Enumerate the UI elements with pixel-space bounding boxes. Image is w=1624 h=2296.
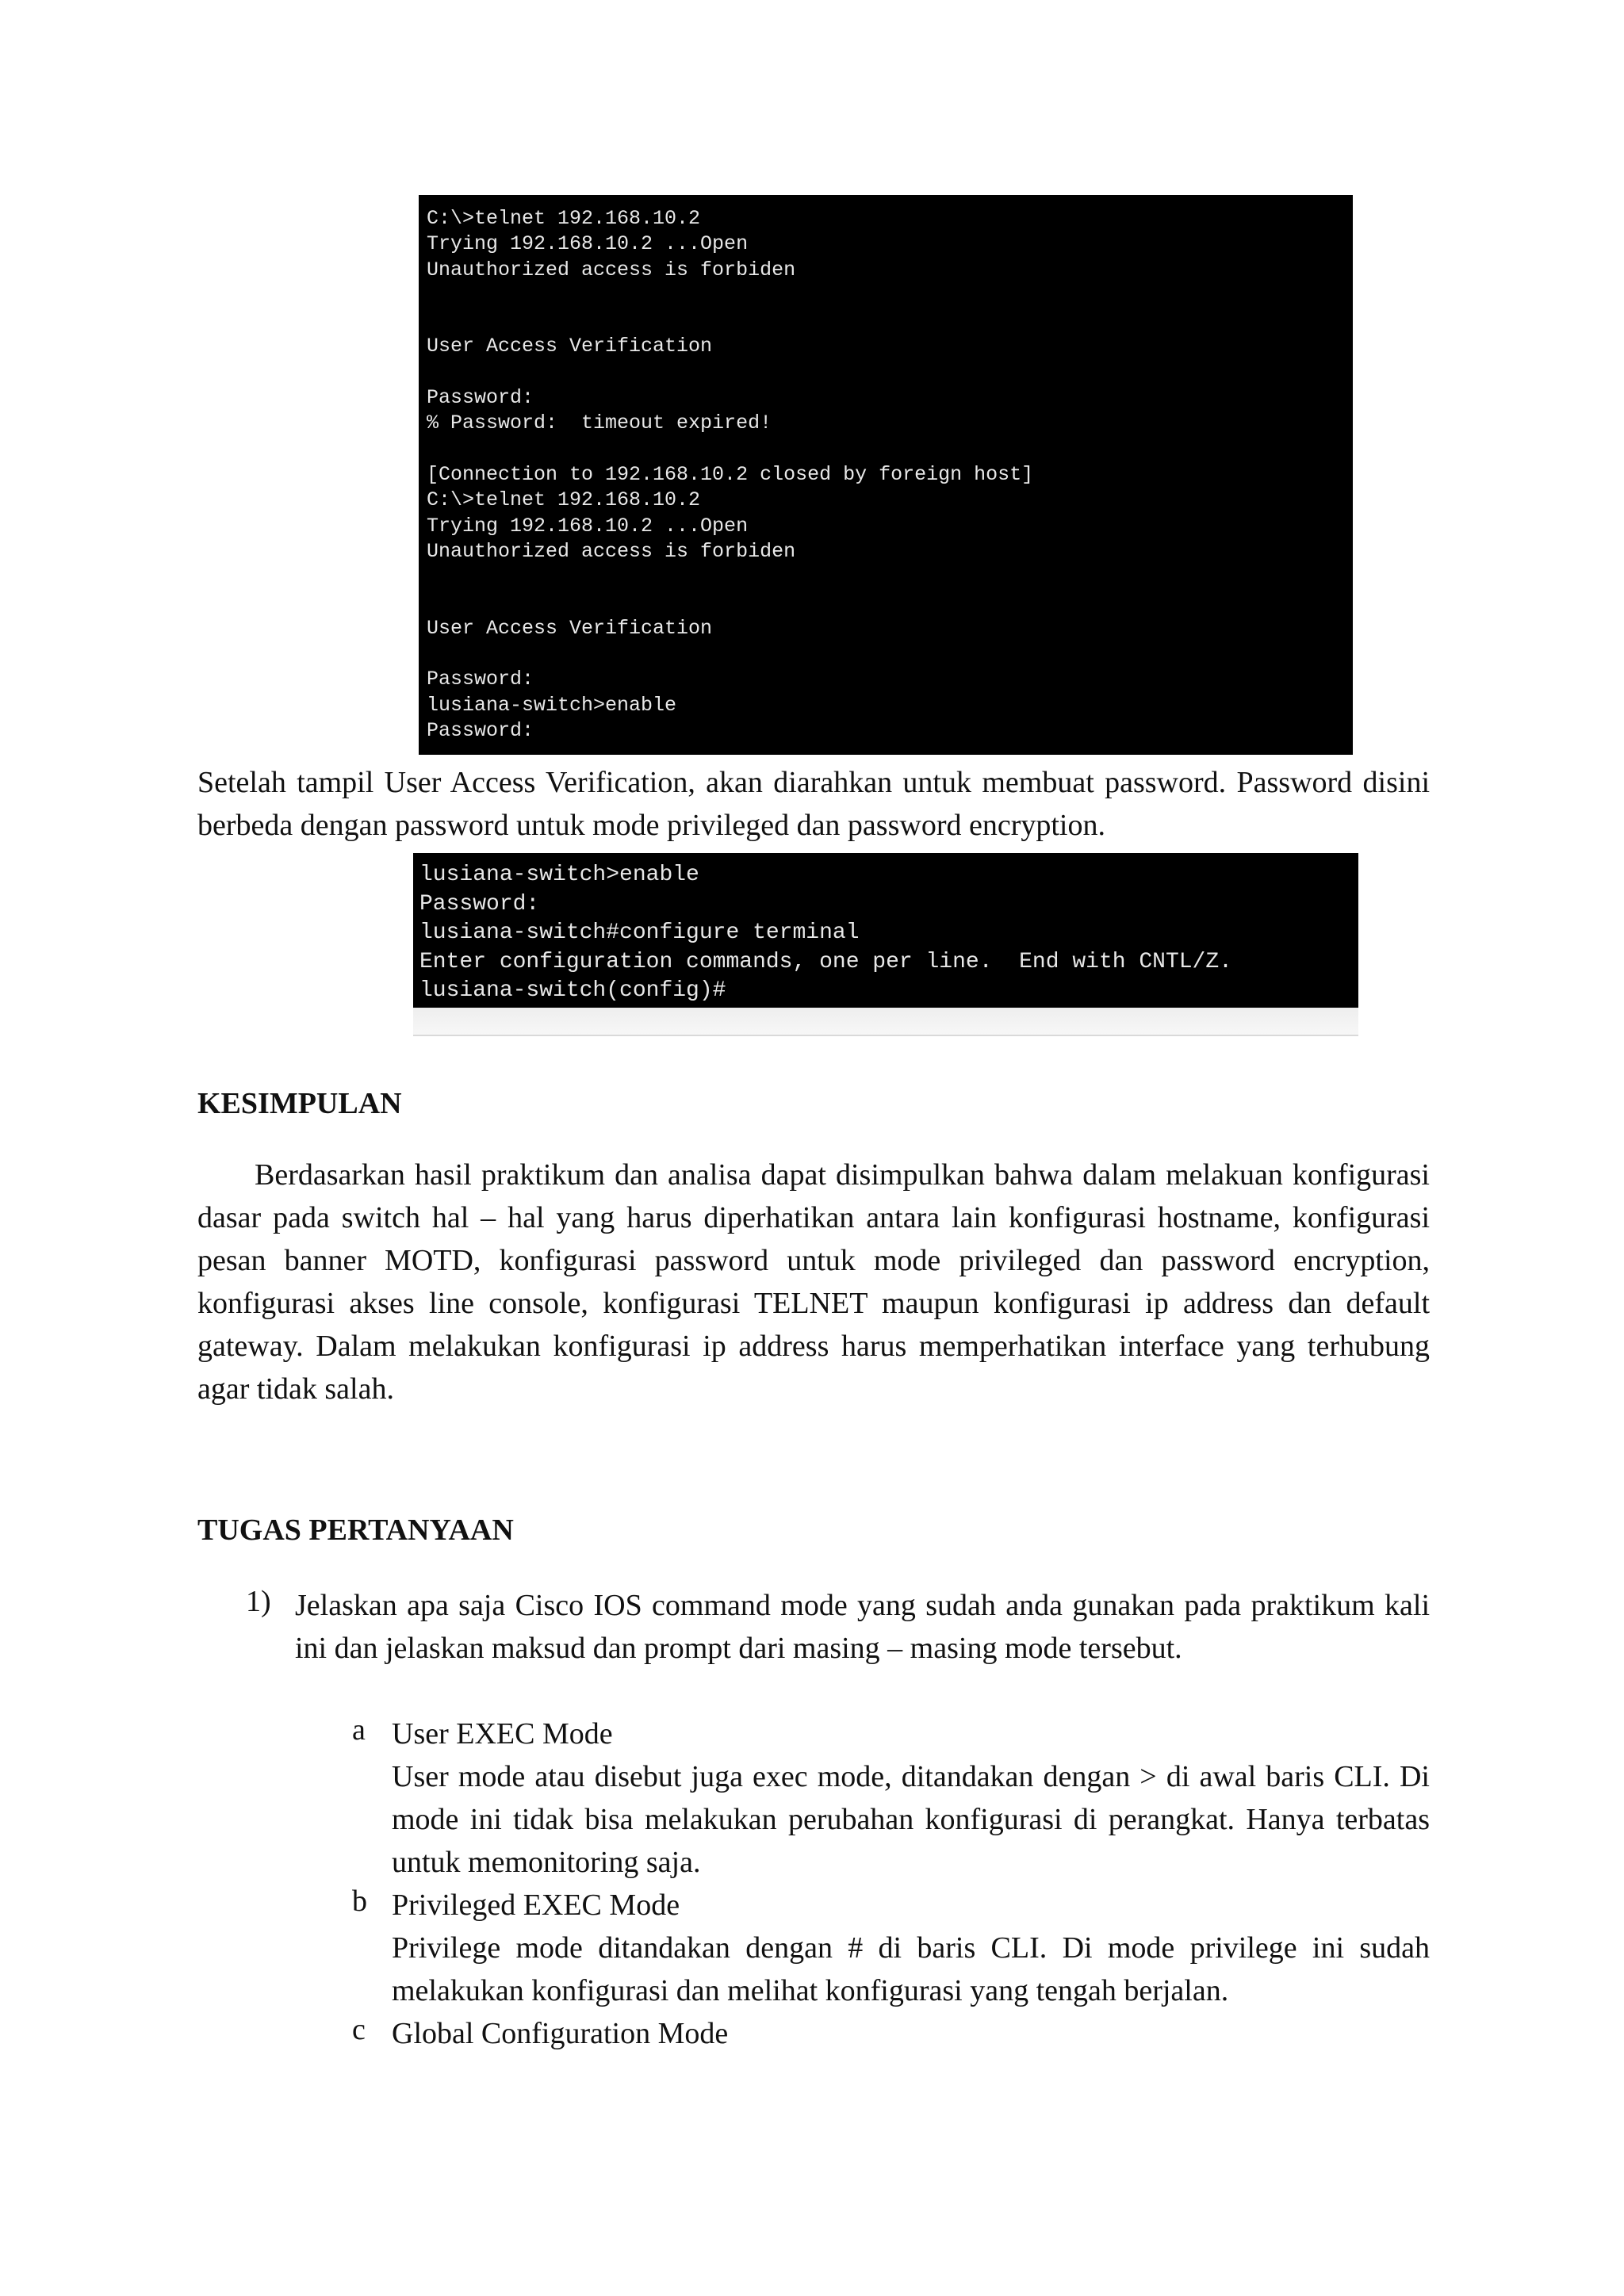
terminal-line [427, 308, 1353, 334]
list-item-letter: a [352, 1713, 366, 1747]
list-item-description: User mode atau disebut juga exec mode, ditandakan dengan > di awal baris CLI. Di mode ini tidak bisa melakukan perubahan konfigurasi di perangkat. Hanya terbatas untuk memonitoring saja. [392, 1760, 1430, 1879]
terminal-line: Enter configuration commands, one per line. End with CNTL/Z. [419, 949, 1232, 974]
section-heading-tugas: TUGAS PERTANYAAN [197, 1513, 514, 1547]
terminal-line: Password: [427, 718, 534, 742]
terminal-line: [Connection to 192.168.10.2 closed by foreign host] [427, 462, 1034, 486]
terminal-line [427, 641, 1353, 667]
terminal-screenshot-telnet [419, 195, 1353, 755]
terminal-line: Password: [427, 668, 534, 691]
terminal-line: C:\>telnet 192.168.10.2 [427, 207, 701, 230]
terminal-line [427, 283, 1353, 308]
terminal-screenshot-enable [413, 853, 1358, 1008]
terminal-line: Trying 192.168.10.2 ...Open [427, 514, 749, 538]
list-item-letter: c [352, 2013, 366, 2046]
list-item-title: Global Configuration Mode [392, 2017, 729, 2050]
terminal-line: Unauthorized access is forbiden [427, 539, 796, 563]
list-item-letter: b [352, 1885, 367, 1918]
terminal-line: User Access Verification [427, 335, 713, 358]
terminal-line: % Password: timeout expired! [427, 411, 772, 435]
question-text: Jelaskan apa saja Cisco IOS command mode yang sudah anda gunakan pada praktikum kali ini dan jelaskan maksud dan prompt dari masing – masing mode tersebut. [295, 1589, 1430, 1665]
terminal-line: User Access Verification [427, 616, 713, 640]
terminal-line [427, 437, 1353, 462]
list-item-title: User EXEC Mode [392, 1717, 613, 1751]
section-heading-kesimpulan: KESIMPULAN [197, 1087, 402, 1120]
terminal-line [427, 360, 1353, 385]
terminal-line [427, 590, 1353, 615]
kesimpulan-paragraph: Berdasarkan hasil praktikum dan analisa dapat disimpulkan bahwa dalam melakuan konfigurasi dasar pada switch hal – hal yang harus diperhatikan antara lain konfigurasi hostname, konfigurasi pesan banner MOTD, konfigurasi password untuk mode privileged dan password encryption, konfigurasi akses line console, konfigurasi TELNET maupun konfigurasi ip address dan default gateway. Dalam melakukan konfigurasi ip address harus memperhatikan interface yang terhubung agar tidak salah. [197, 1158, 1430, 1406]
terminal-line: C:\>telnet 192.168.10.2 [427, 488, 701, 512]
terminal-line: lusiana-switch#configure terminal [419, 920, 860, 945]
terminal-line: Password: [419, 891, 540, 916]
terminal-line: Trying 192.168.10.2 ...Open [427, 232, 749, 256]
list-item-title: Privileged EXEC Mode [392, 1888, 680, 1922]
list-item-description: Privilege mode ditandakan dengan # di baris CLI. Di mode privilege ini sudah melakukan konfigurasi dan melihat konfigurasi yang tengah berjalan. [392, 1931, 1430, 2007]
explanation-paragraph: Setelah tampil User Access Verification, akan diarahkan untuk membuat password. Password disini berbeda dengan password untuk mode privileged dan password encryption. [197, 766, 1430, 842]
terminal-line: Password: [427, 386, 534, 410]
terminal-line [427, 564, 1353, 590]
terminal-window-bottom-edge [413, 1008, 1358, 1036]
terminal-line: lusiana-switch>enable [419, 863, 699, 887]
terminal-line: Unauthorized access is forbiden [427, 258, 796, 281]
terminal-line: lusiana-switch>enable [427, 693, 677, 717]
terminal-line: lusiana-switch(config)# [419, 978, 726, 1003]
question-number: 1) [246, 1585, 271, 1618]
